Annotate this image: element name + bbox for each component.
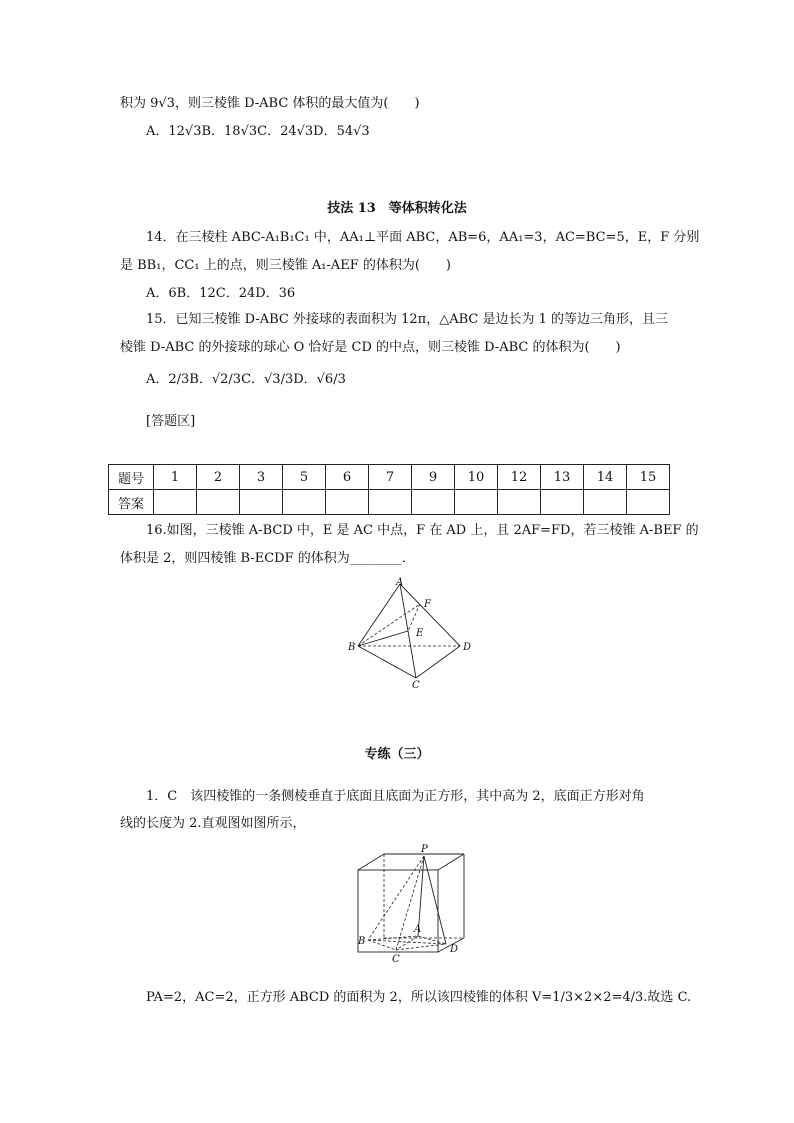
number-cell: 3: [240, 465, 283, 490]
label-D: D: [463, 642, 472, 653]
label-C: C: [412, 680, 420, 690]
answer-table-answer-row: [109, 490, 670, 515]
answer-cell[interactable]: [369, 490, 412, 515]
solution1-line3: PA=2，AC=2，正方形 ABCD 的面积为 2，所以该四棱锥的体积 V=1/3×2×2=4/3.故选 C.: [146, 990, 692, 1005]
label-E: E: [416, 628, 424, 639]
label-C: C: [392, 954, 400, 964]
q15-line1: 15．已知三棱锥 D-ABC 外接球的表面积为 12π，△ABC 是边长为 1 的等边三角形，且三: [146, 312, 669, 327]
answer-area-label: [答题区]: [146, 414, 196, 429]
answer-cell[interactable]: [197, 490, 240, 515]
label-B: B: [348, 642, 356, 653]
q14-line2: 是 BB₁，CC₁ 上的点，则三棱锥 A₁-AEF 的体积为( ): [120, 258, 451, 273]
answer-cell[interactable]: [154, 490, 197, 515]
answer-label-cell: 答案: [109, 490, 154, 515]
answer-cell[interactable]: [627, 490, 670, 515]
number-cell: 5: [283, 465, 326, 490]
label-P: P: [421, 844, 428, 855]
answer-cell[interactable]: [326, 490, 369, 515]
answer-cell[interactable]: [240, 490, 283, 515]
answer-cell[interactable]: [412, 490, 455, 515]
q14-line1: 14．在三棱柱 ABC-A₁B₁C₁ 中，AA₁⊥平面 ABC，AB=6，AA₁=3，AC=BC=5，E，F 分别: [146, 230, 700, 245]
answer-cell[interactable]: [541, 490, 584, 515]
solution1-line2: 线的长度为 2.直观图如图所示，: [120, 816, 306, 831]
q15-choices: A．2/3B．√2/3C．√3/3D．√6/3: [146, 372, 346, 387]
number-cell: 1: [154, 465, 197, 490]
prev-problem-tail: 积为 9√3，则三棱锥 D-ABC 体积的最大值为( ): [120, 96, 420, 111]
label-D: D: [450, 944, 459, 955]
number-cell: 13: [541, 465, 584, 490]
number-cell: 10: [455, 465, 498, 490]
q16-line1: 16.如图，三棱锥 A-BCD 中，E 是 AC 中点，F 在 AD 上，且 2AF=FD，若三棱锥 A-BEF 的: [146, 523, 699, 538]
label-A: A: [414, 924, 422, 935]
number-cell: 14: [584, 465, 627, 490]
answer-cell[interactable]: [283, 490, 326, 515]
number-cell: 12: [498, 465, 541, 490]
practice-title: 专练（三）: [364, 747, 430, 762]
q14-choices: A．6B．12C．24D．36: [146, 286, 296, 301]
number-cell: 2: [197, 465, 240, 490]
answer-table: [108, 464, 670, 515]
label-B: B: [358, 936, 366, 947]
answer-table-header-row: [109, 465, 670, 490]
pyramid-in-cube-figure: [352, 840, 472, 964]
label-F: F: [424, 599, 431, 610]
number-cell: 6: [326, 465, 369, 490]
number-cell: 7: [369, 465, 412, 490]
number-cell: 9: [412, 465, 455, 490]
q15-line2: 棱锥 D-ABC 的外接球的球心 O 恰好是 CD 的中点，则三棱锥 D-ABC 的体积为( ): [120, 340, 621, 355]
section-title: 技法 13 等体积转化法: [327, 201, 467, 216]
tetrahedron-figure: [340, 574, 480, 690]
header-label-cell: 题号: [109, 465, 154, 490]
label-A: A: [396, 577, 404, 588]
answer-cell[interactable]: [455, 490, 498, 515]
answer-cell[interactable]: [498, 490, 541, 515]
answer-cell[interactable]: [584, 490, 627, 515]
q16-line2: 体积是 2，则四棱锥 B-ECDF 的体积为________．: [120, 551, 415, 566]
prev-problem-choices: A．12√3B．18√3C．24√3D．54√3: [146, 124, 370, 139]
solution1-line1: 1．C 该四棱锥的一条侧棱垂直于底面且底面为正方形，其中高为 2，底面正方形对角: [146, 789, 645, 804]
number-cell: 15: [627, 465, 670, 490]
